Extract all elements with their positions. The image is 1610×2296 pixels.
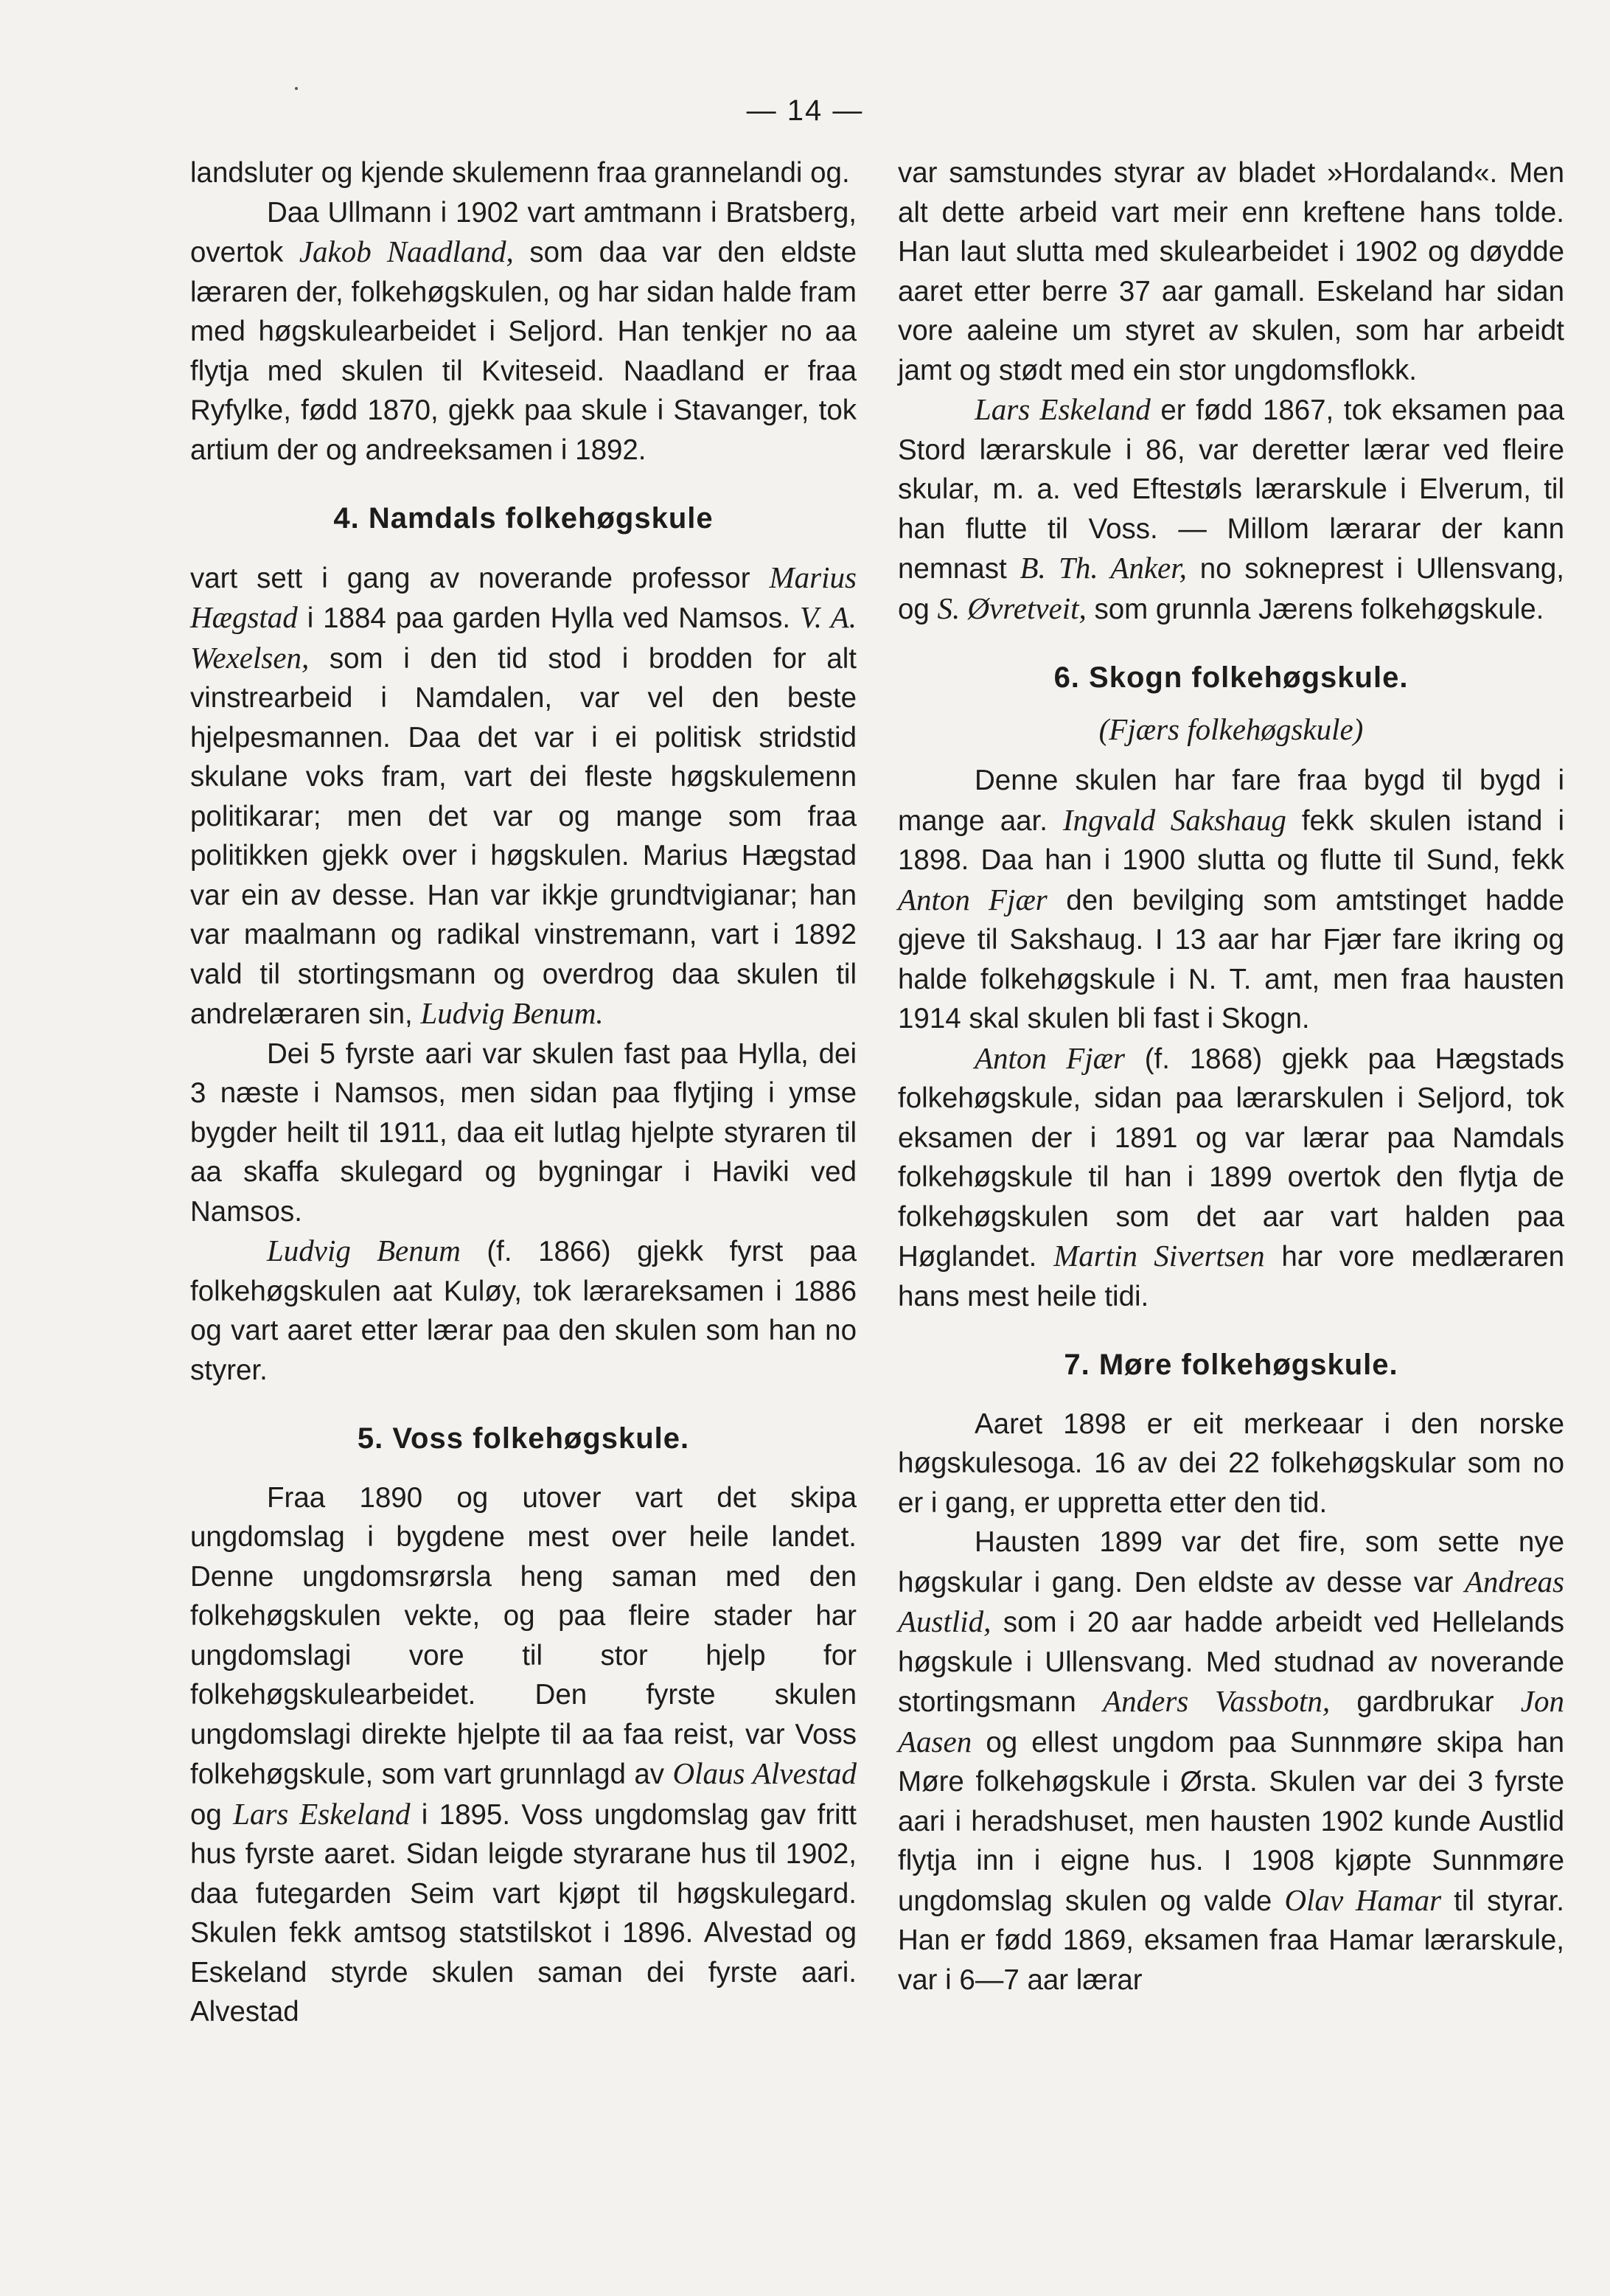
paragraph: var samstundes styrar av bladet »Hordaland«. Men alt dette arbeid vart meir enn kreftene hans tolde. Han laut slutta med skulearbeidet i 1902 og døydde aaret etter berre 37 aar gamall. Eskeland har sidan vore aaleine um styret av skulen, som har arbeidt jamt og stødt med ein stor ungdomsflokk. [898,157,1564,386]
person-name: Ludvig Benum [267,1234,461,1267]
person-name: S. Øvretveit, [937,591,1087,625]
paragraph: Anton Fjær (f. 1868) gjekk paa Hægstads folkehøgskule, sidan paa lærarskulen i Seljord, tok eksamen der i 1891 og var lærar paa Namdals folkehøgskule til han i 1899 overtok den flytja de folkehøgskulen som det aar vart halden paa Høglandet. Martin Sivertsen har vore medlæraren hans mest heile tidi. [898,1040,1564,1312]
person-name: Anton Fjær [898,882,1048,916]
person-name: Andreas Austlid, [898,1564,1564,1638]
left-column [190,153,857,2032]
person-name: Ludvig Benum. [420,996,604,1030]
person-name: Jon Aasen [898,1684,1564,1758]
paragraph: Fraa 1890 og utover vart det skipa ungdomslag i bygdene mest over heile landet. Denne ungdomsrørsla heng saman med den folkehøgskulen vekte, og paa fleire stader har ungdomslagi vore til stor hjelp for folkehøgskulearbeidet. Den fyrste skulen ungdomslagi direkte hjelpte til aa faa reist, var Voss folkehøgskule, som vart grunnlagd av Olaus Alvestad og Lars Eskeland i 1895. Voss ungdomslag gav fritt hus fyrste aaret. Sidan leigde styrarane hus til 1902, daa futegarden Seim vart kjøpt til høgskulegard. Skulen fekk amtsog statstilskot i 1896. Alvestad og Eskeland styrde skulen saman dei fyrste aari. Alvestad [190,1481,857,2028]
person-name: Lars Eskeland [975,392,1151,426]
paragraph: Dei 5 fyrste aari var skulen fast paa Hylla, dei 3 næste i Namsos, men sidan paa flytjing i ymse bygder heilt til 1911, daa eit lutlag hjelpte styraren til aa skaffa skulegard og bygningar i Haviki ved Namsos. [190,1037,857,1228]
person-name: Jakob Naadland, [299,234,514,268]
section-subheading: (Fjærs folkehøgskule) [1098,712,1364,746]
paragraph: Denne skulen har fare fraa bygd til bygd i mange aar. Ingvald Sakshaug fekk skulen istand i 1898. Daa han i 1900 slutta og flutte til Sund, fekk Anton Fjær den bevilging som amtstinget hadde gjeve til Sakshaug. I 13 aar har Fjær fare ikring og halde folkehøgskule i N. T. amt, men fraa hausten 1914 skal skulen bli fast i Skogn. [898,765,1564,1034]
paragraph: Hausten 1899 var det fire, som sette nye høgskular i gang. Den eldste av desse var Andreas Austlid, som i 20 aar hadde arbeidt ved Hellelands høgskule i Ullensvang. Med studnad av noverande stortingsmann Anders Vassbotn, gardbrukar Jon Aasen og ellest ungdom paa Sunnmøre skipa han Møre folkehøgskule i Ørsta. Skulen var dei 3 fyrste aari i heradshuset, men hausten 1902 kunde Austlid flytja inn i eigne hus. I 1908 kjøpte Sunnmøre ungdomslag skulen og valde Olav Hamar til styrar. Han er fødd 1869, eksamen fraa Hamar lærarskule, var i 6—7 aar lærar [898,1526,1564,1996]
person-name: Anton Fjær [975,1040,1125,1075]
person-name: Anders Vassbotn, [1103,1684,1331,1718]
person-name: Lars Eskeland [233,1796,411,1831]
section-heading-more: 7. Møre folkehøgskule. [1064,1349,1398,1381]
section-heading-namdals: 4. Namdals folkehøgskule [333,502,714,535]
print-speck [295,87,298,90]
paragraph: landsluter og kjende skulemenn fraa grannelandi og. [190,157,850,189]
person-name: Marius Hægstad [190,560,857,634]
person-name: Olaus Alvestad [672,1756,857,1790]
paragraph: Daa Ullmann i 1902 vart amtmann i Bratsberg, overtok Jakob Naadland, som daa var den eldste læraren der, folkehøgskulen, og har sidan halde fram med høgskulearbeidet i Seljord. Han tenkjer no aa flytja med skulen til Kviteseid. Naadland er fraa Ryfylke, fødd 1870, gjekk paa skule i Stavanger, tok artium der og andreeksamen i 1892. [190,196,857,466]
paragraph: vart sett i gang av noverande professor Marius Hægstad i 1884 paa garden Hylla ved Namsos. V. A. Wexelsen, som i den tid stod i brodden for alt vinstrearbeid i Namdalen, var vel den beste hjelpesmannen. Daa det var i ei politisk stridstid skulane voks fram, vart dei fleste høgskulemenn politikarar; men det var og mange som fraa politikken gjekk over i høgskulen. Marius Hægstad var ein av desse. Han var ikkje grundtvigianar; han var maalmann og radikal vinstremann, vart i 1892 vald til stortingsmann og overdrog daa skulen til andrelæraren sin, Ludvig Benum. [190,560,857,1030]
paragraph: Ludvig Benum (f. 1866) gjekk fyrst paa folkehøgskulen aat Kuløy, tok lærareksamen i 1886 og vart aaret etter lærar paa den skulen som han no styrer. [190,1234,857,1386]
section-heading-skogn: 6. Skogn folkehøgskule. [1053,661,1409,694]
page-number: — 14 — [746,94,864,127]
person-name: B. Th. Anker, [1020,551,1187,585]
paragraph: Lars Eskeland er fødd 1867, tok eksamen paa Stord lærarskule i 86, var deretter lærar ved fleire skular, m. a. ved Eftestøls lærarskule i Elverum, til han flutte til Voss. — Millom lærarar der kann nemnast B. Th. Anker, no sokneprest i Ullensvang, og S. Øvretveit, som grunnla Jærens folkehøgskule. [898,392,1565,625]
person-name: Olav Hamar [1284,1882,1442,1917]
right-column [898,153,1564,2000]
person-name: Martin Sivertsen [1053,1239,1265,1273]
paragraph: Aaret 1898 er eit merkeaar i den norske høgskulesoga. 16 av dei 22 folkehøgskular som no er i gang, er uppretta etter den tid. [898,1408,1564,1519]
section-heading-voss: 5. Voss folkehøgskule. [357,1422,690,1455]
person-name: V. A. Wexelsen, [190,600,857,675]
person-name: Ingvald Sakshaug [1062,802,1286,837]
